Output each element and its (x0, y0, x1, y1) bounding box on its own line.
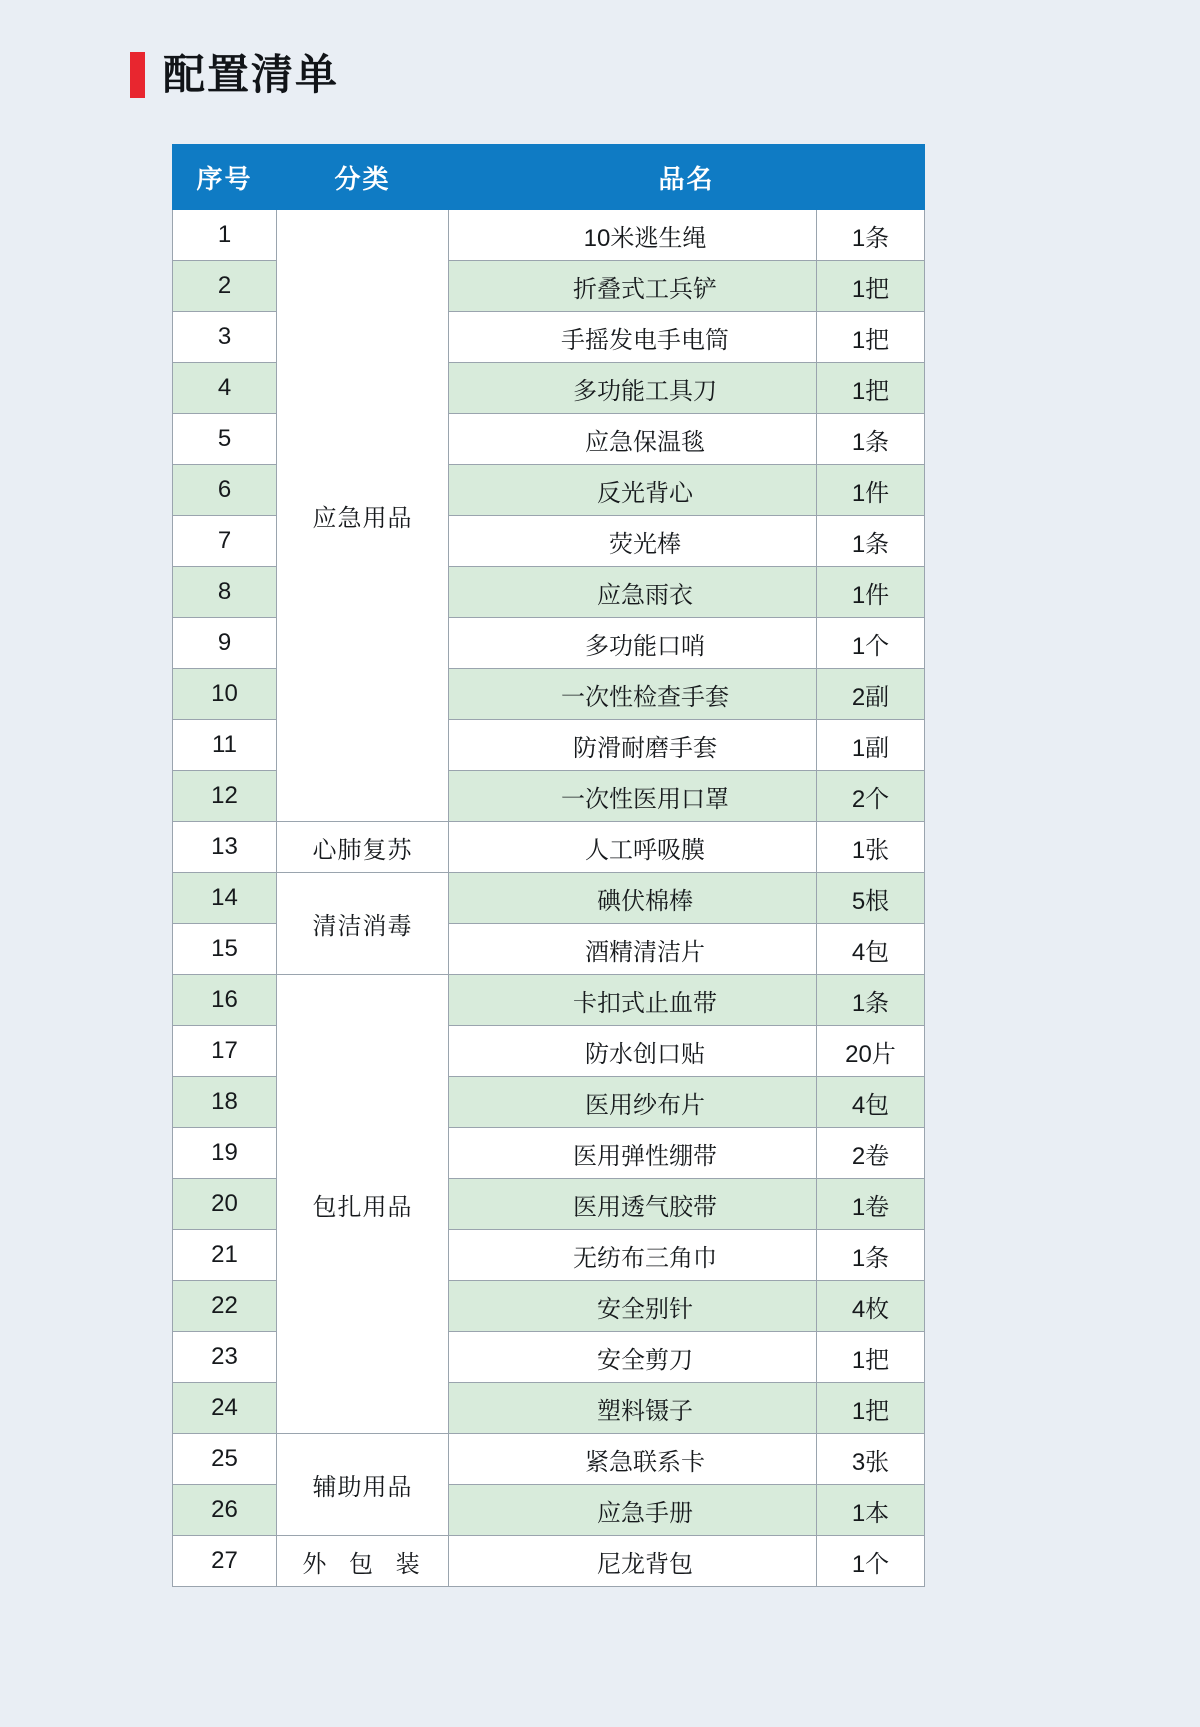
cell-quantity: 1个 (817, 618, 925, 669)
cell-index: 6 (173, 465, 277, 516)
cell-item-name: 一次性医用口罩 (449, 771, 817, 822)
cell-category: 应急用品 (277, 210, 449, 822)
table-header-row (173, 145, 925, 210)
cell-item-name: 多功能工具刀 (449, 363, 817, 414)
cell-item-name: 安全剪刀 (449, 1332, 817, 1383)
cell-quantity: 1件 (817, 465, 925, 516)
cell-quantity: 2个 (817, 771, 925, 822)
cell-index: 1 (173, 210, 277, 261)
cell-quantity: 4包 (817, 924, 925, 975)
cell-index: 25 (173, 1434, 277, 1485)
cell-item-name: 塑料镊子 (449, 1383, 817, 1434)
cell-item-name: 10米逃生绳 (449, 210, 817, 261)
cell-index: 4 (173, 363, 277, 414)
cell-item-name: 防水创口贴 (449, 1026, 817, 1077)
cell-quantity: 3张 (817, 1434, 925, 1485)
cell-quantity: 1条 (817, 975, 925, 1026)
cell-index: 13 (173, 822, 277, 873)
cell-index: 12 (173, 771, 277, 822)
cell-item-name: 酒精清洁片 (449, 924, 817, 975)
cell-quantity: 1条 (817, 414, 925, 465)
cell-quantity: 4枚 (817, 1281, 925, 1332)
cell-index: 18 (173, 1077, 277, 1128)
cell-item-name: 荧光棒 (449, 516, 817, 567)
table-row (173, 1536, 925, 1587)
column-header-category: 分类 (277, 145, 449, 210)
cell-quantity: 1副 (817, 720, 925, 771)
cell-index: 26 (173, 1485, 277, 1536)
cell-index: 24 (173, 1383, 277, 1434)
cell-item-name: 应急保温毯 (449, 414, 817, 465)
cell-category: 包扎用品 (277, 975, 449, 1434)
table-row (173, 1434, 925, 1485)
cell-index: 20 (173, 1179, 277, 1230)
cell-quantity: 1件 (817, 567, 925, 618)
cell-quantity: 2卷 (817, 1128, 925, 1179)
cell-quantity: 1把 (817, 1383, 925, 1434)
cell-category: 辅助用品 (277, 1434, 449, 1536)
cell-item-name: 防滑耐磨手套 (449, 720, 817, 771)
cell-index: 27 (173, 1536, 277, 1587)
title-accent-bar (130, 52, 145, 98)
cell-item-name: 应急雨衣 (449, 567, 817, 618)
configuration-list-table (172, 144, 925, 1587)
cell-quantity: 1把 (817, 312, 925, 363)
column-header-index: 序号 (173, 145, 277, 210)
cell-quantity: 1条 (817, 210, 925, 261)
cell-index: 11 (173, 720, 277, 771)
cell-quantity: 20片 (817, 1026, 925, 1077)
table-row (173, 975, 925, 1026)
cell-quantity: 1条 (817, 1230, 925, 1281)
cell-index: 16 (173, 975, 277, 1026)
cell-index: 14 (173, 873, 277, 924)
cell-item-name: 人工呼吸膜 (449, 822, 817, 873)
cell-index: 17 (173, 1026, 277, 1077)
cell-quantity: 2副 (817, 669, 925, 720)
cell-index: 23 (173, 1332, 277, 1383)
cell-item-name: 尼龙背包 (449, 1536, 817, 1587)
cell-index: 15 (173, 924, 277, 975)
cell-item-name: 医用弹性绷带 (449, 1128, 817, 1179)
table-row (173, 822, 925, 873)
cell-quantity: 1条 (817, 516, 925, 567)
cell-index: 8 (173, 567, 277, 618)
cell-quantity: 1卷 (817, 1179, 925, 1230)
cell-item-name: 碘伏棉棒 (449, 873, 817, 924)
table-body (173, 210, 925, 1587)
cell-index: 3 (173, 312, 277, 363)
cell-item-name: 多功能口哨 (449, 618, 817, 669)
cell-category: 清洁消毒 (277, 873, 449, 975)
cell-item-name: 紧急联系卡 (449, 1434, 817, 1485)
cell-quantity: 1把 (817, 363, 925, 414)
table-row (173, 210, 925, 261)
page-title: 配置清单 (163, 51, 340, 98)
cell-index: 22 (173, 1281, 277, 1332)
cell-quantity: 1个 (817, 1536, 925, 1587)
cell-category: 心肺复苏 (277, 822, 449, 873)
cell-quantity: 1把 (817, 1332, 925, 1383)
cell-index: 9 (173, 618, 277, 669)
cell-index: 7 (173, 516, 277, 567)
cell-index: 5 (173, 414, 277, 465)
cell-index: 21 (173, 1230, 277, 1281)
table-header (173, 145, 925, 210)
cell-quantity: 1张 (817, 822, 925, 873)
cell-quantity: 5根 (817, 873, 925, 924)
cell-quantity: 4包 (817, 1077, 925, 1128)
table-row (173, 873, 925, 924)
column-header-item-name: 品名 (449, 145, 925, 210)
cell-item-name: 反光背心 (449, 465, 817, 516)
cell-quantity: 1把 (817, 261, 925, 312)
cell-item-name: 医用透气胶带 (449, 1179, 817, 1230)
cell-item-name: 应急手册 (449, 1485, 817, 1536)
cell-item-name: 折叠式工兵铲 (449, 261, 817, 312)
cell-item-name: 安全别针 (449, 1281, 817, 1332)
cell-index: 10 (173, 669, 277, 720)
cell-item-name: 一次性检查手套 (449, 669, 817, 720)
cell-item-name: 手摇发电手电筒 (449, 312, 817, 363)
cell-item-name: 医用纱布片 (449, 1077, 817, 1128)
cell-item-name: 无纺布三角巾 (449, 1230, 817, 1281)
cell-index: 19 (173, 1128, 277, 1179)
cell-quantity: 1本 (817, 1485, 925, 1536)
cell-item-name: 卡扣式止血带 (449, 975, 817, 1026)
page-header (130, 52, 1070, 98)
cell-index: 2 (173, 261, 277, 312)
cell-category: 外 包 装 (277, 1536, 449, 1587)
